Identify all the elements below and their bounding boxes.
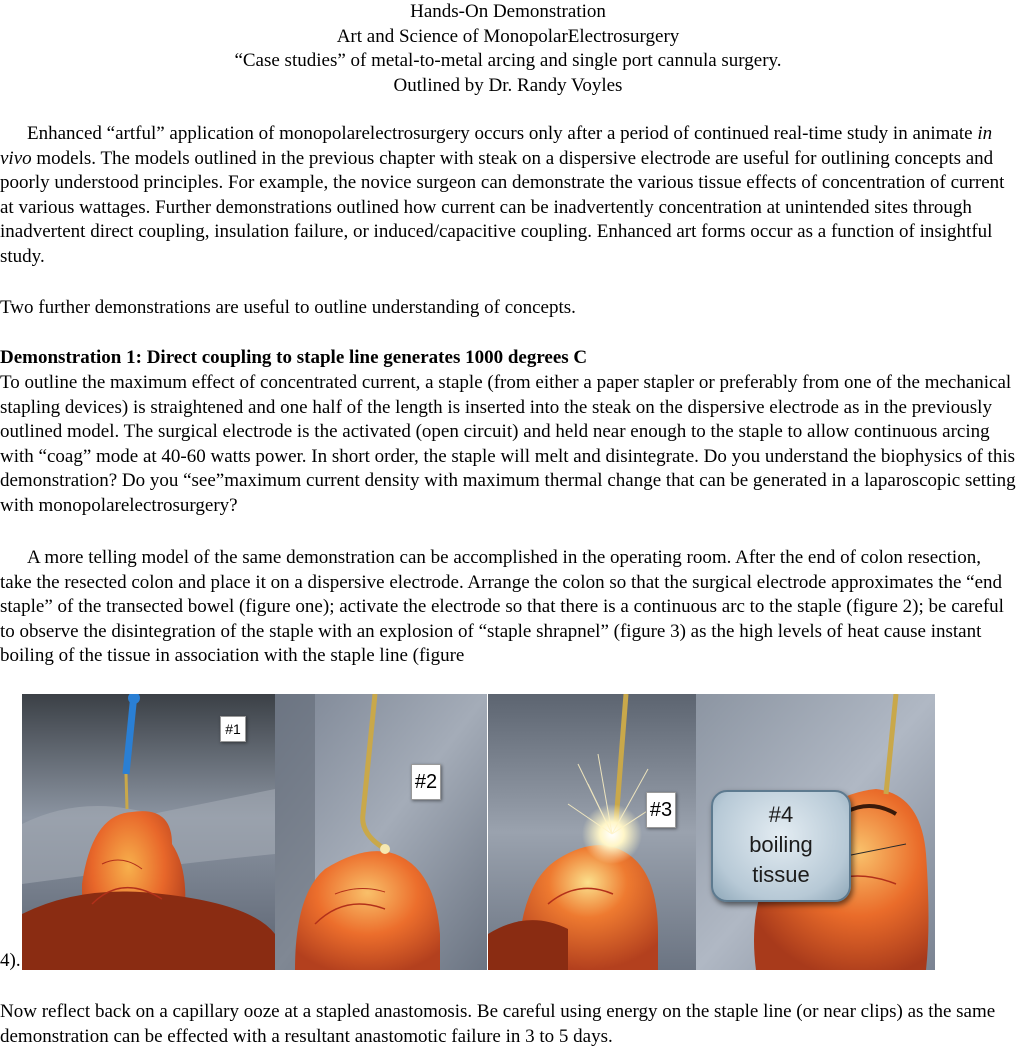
header-subtitle: “Case studies” of metal-to-metal arcing and single port cannula surgery.: [234, 50, 782, 71]
document-header: [0, 0, 1016, 98]
demo1-paragraph-1: To outline the maximum effect of concentrated current, a staple (from either a paper stapler or preferably from one of the mechanical stapling devices) is straightened and one half of the length is inserted into the steak on the dispersive electrode as in the previously outlined model. The surgical electrode is the activated (open circuit) and held near enough to the staple to allow continuous arcing with “coag” mode at 40-60 watts power. In short order, the staple will melt and disintegrate. Do you understand the biophysics of this demonstration? Do you “see”maximum current density with maximum thermal change that can be generated in a laparoscopic setting with monopolarelectrosurgery?: [0, 372, 1016, 516]
header-author: Outlined by Dr. Randy Voyles: [393, 74, 623, 96]
photo-2: [275, 694, 487, 970]
photo-4-callout: [711, 790, 851, 902]
photo-strip: [22, 694, 935, 970]
callout-number: #4: [768, 802, 794, 827]
callout-line-3: tissue: [752, 862, 810, 887]
header-title: Art and Science of MonopolarElectrosurgery: [336, 25, 680, 47]
closing-paragraph: Now reflect back on a capillary ooze at a stapled anastomosis. Be careful using energy on the staple line (or near clips) as the same demonstration can be effected with a resultant anastomotic failure in 3 to 5 days.: [0, 1001, 996, 1047]
photo-4: [696, 694, 935, 970]
photo-1: [22, 694, 275, 970]
intro-paragraph: Enhanced “artful” application of monopolarelectrosurgery occurs only after a period of continued real-time study in animate in vivo models. The models outlined in the previous chapter with steak on a dispersive electrode are useful for outlining concepts and poorly understood principles. For example, the novice surgeon can demonstrate the various tissue effects of concentration of current at various wattages. Further demonstrations outlined how current can be inadvertently concentration at unintended sites through inadvertent direct coupling, insulation failure, or induced/capacitive coupling. Enhanced art forms occur as a function of insightful study.: [0, 123, 1005, 267]
photo-label-3: #3: [646, 792, 676, 828]
photo-label-1: #1: [220, 716, 246, 742]
photo-label-2: #2: [411, 764, 441, 800]
photo-3: [488, 694, 696, 970]
figure-4-text: 4).: [0, 950, 21, 971]
two-further-paragraph: Two further demonstrations are useful to outline understanding of concepts.: [0, 297, 576, 318]
header-line-1: Hands-On Demonstration: [410, 1, 606, 22]
callout-line-2: boiling: [749, 832, 813, 857]
demo1-paragraph-2: A more telling model of the same demonstration can be accomplished in the operating room. After the end of colon resection, take the resected colon and place it on a dispersive electrode. Arrange the colon so that the surgical electrode approximates the “end staple” of the transected bowel (figure one); activate the electrode so that there is a continuous arc to the staple (figure 2); be careful to observe the disintegration of the staple with an explosion of “staple shrapnel” (figure 3) as the high levels of heat cause instant boiling of the tissue in association with the staple line (figure: [0, 547, 1004, 667]
intro-italic: in vivo: [0, 123, 993, 169]
demo1-heading: Demonstration 1: Direct coupling to staple line generates 1000 degrees C: [0, 347, 588, 368]
